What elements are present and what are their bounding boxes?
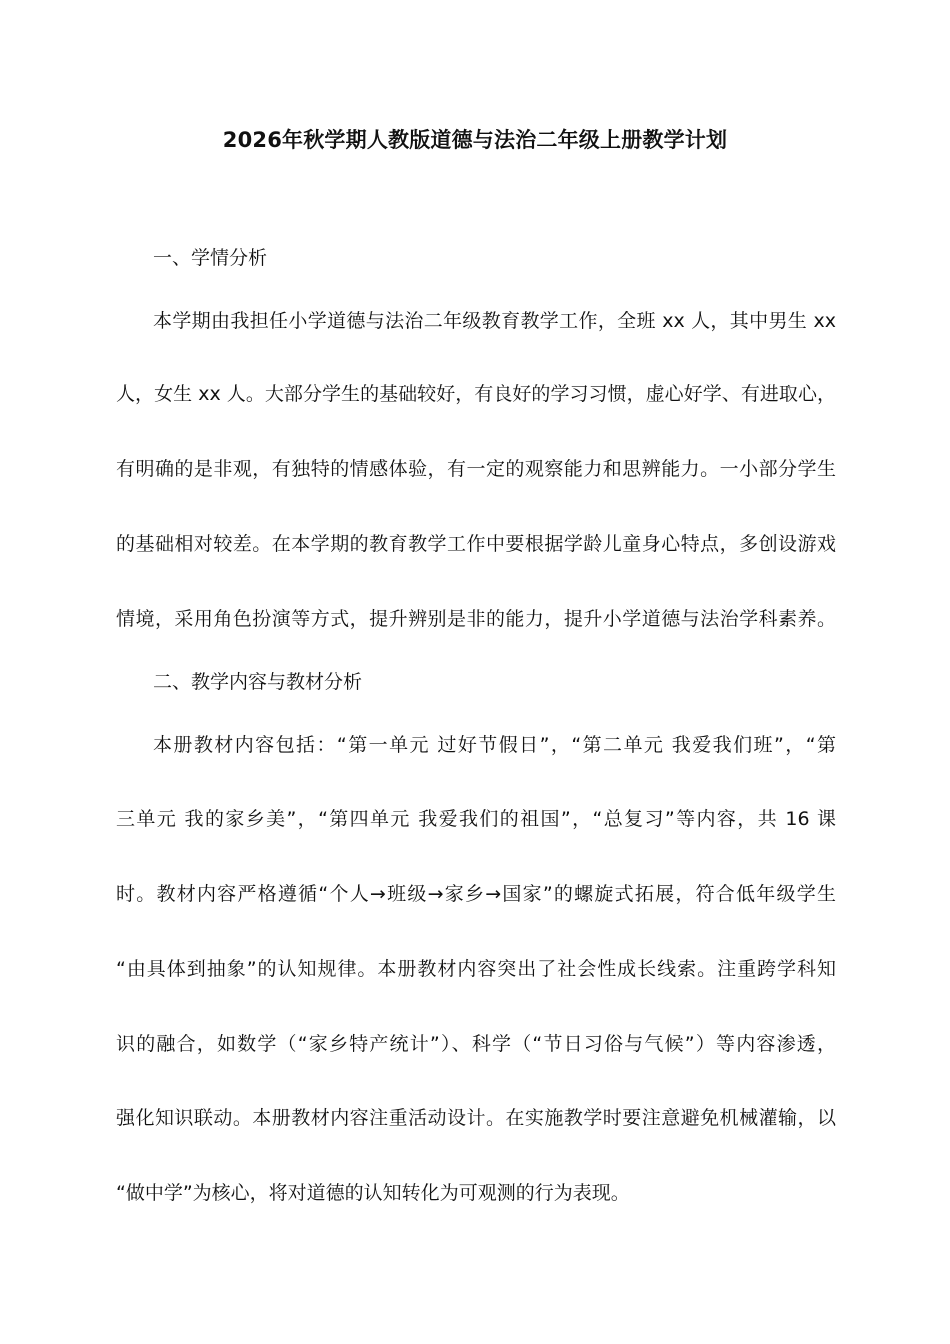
paragraph-line: 本学期由我担任小学道德与法治二年级教育教学工作，全班 xx 人，其中男生 xx bbox=[153, 310, 836, 332]
section-heading-learning-analysis: 一、学情分析 bbox=[153, 247, 268, 269]
paragraph-line: “由具体到抽象”的认知规律。本册教材内容突出了社会性成长线索。注重跨学科知 bbox=[116, 958, 836, 980]
section-heading-content-analysis: 二、教学内容与教材分析 bbox=[153, 671, 363, 693]
paragraph-line: 强化知识联动。本册教材内容注重活动设计。在实施教学时要注意避免机械灌输，以 bbox=[116, 1107, 836, 1129]
paragraph-line: 三单元 我的家乡美”，“第四单元 我爱我们的祖国”，“总复习”等内容，共 16 课 bbox=[116, 808, 836, 830]
paragraph-line: 本册教材内容包括：“第一单元 过好节假日”，“第二单元 我爱我们班”，“第 bbox=[153, 734, 836, 756]
paragraph-line: 情境，采用角色扮演等方式，提升辨别是非的能力，提升小学道德与法治学科素养。 bbox=[116, 608, 836, 630]
paragraph-line: 识的融合，如数学（“家乡特产统计”）、科学（“节日习俗与气候”）等内容渗透， bbox=[116, 1033, 836, 1055]
paragraph-line: 有明确的是非观，有独特的情感体验，有一定的观察能力和思辨能力。一小部分学生 bbox=[116, 458, 836, 480]
paragraph-line: 的基础相对较差。在本学期的教育教学工作中要根据学龄儿童身心特点，多创设游戏 bbox=[116, 533, 836, 555]
document-title: 2026年秋学期人教版道德与法治二年级上册教学计划 bbox=[222, 128, 728, 152]
paragraph-line: 时。教材内容严格遵循“个人→班级→家乡→国家”的螺旋式拓展，符合低年级学生 bbox=[116, 883, 836, 905]
paragraph-line: 人，女生 xx 人。大部分学生的基础较好，有良好的学习习惯，虚心好学、有进取心， bbox=[116, 383, 836, 405]
paragraph-line: “做中学”为核心，将对道德的认知转化为可观测的行为表现。 bbox=[116, 1182, 630, 1204]
